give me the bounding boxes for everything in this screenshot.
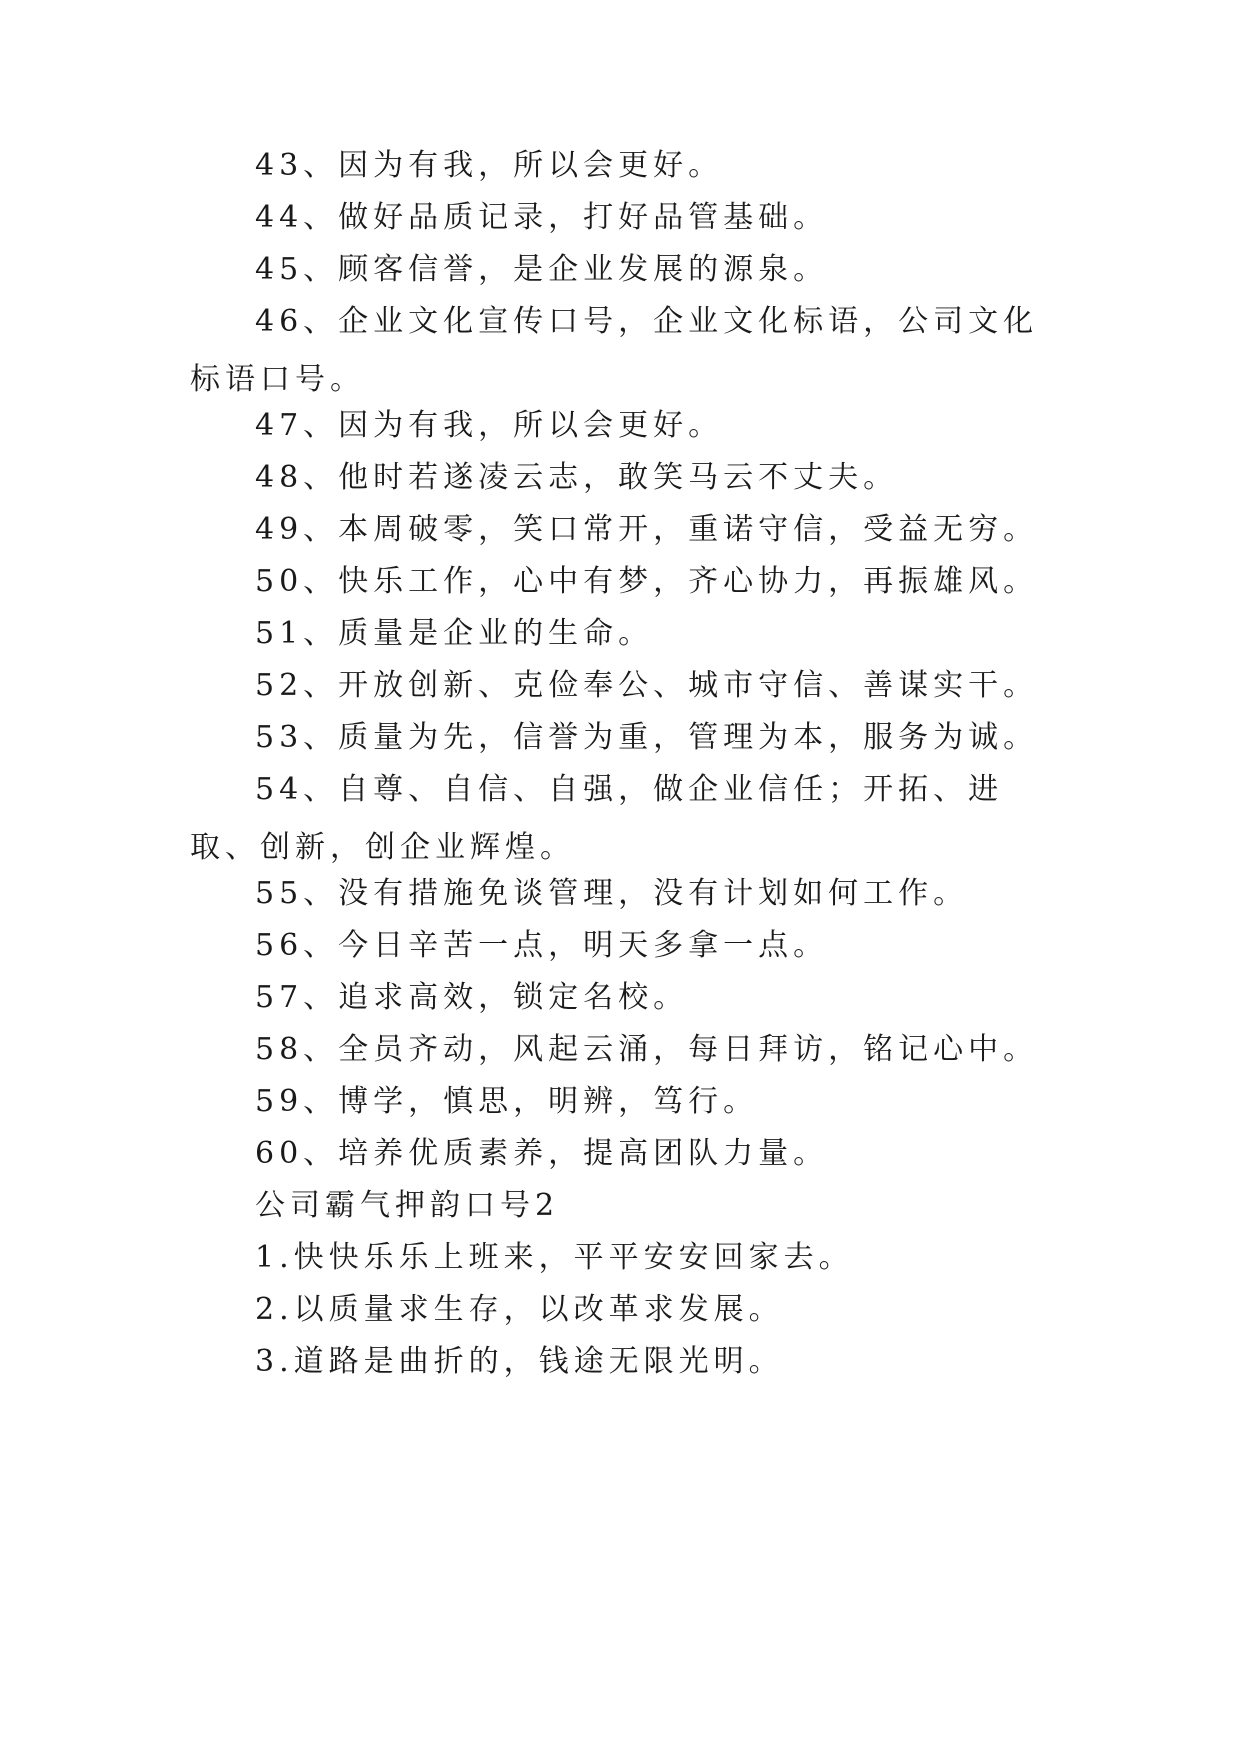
paragraph-49: 49、本周破零，笑口常开，重诺守信，受益无穷。 bbox=[255, 512, 1039, 547]
paragraph-45: 45、顾客信誉，是企业发展的源泉。 bbox=[255, 252, 829, 287]
paragraph-54: 54、自尊、自信、自强，做企业信任；开拓、进取、创新，创企业辉煌。 bbox=[190, 772, 1004, 865]
paragraph-58: 58、全员齐动，风起云涌，每日拜访，铭记心中。 bbox=[255, 1032, 1039, 1067]
paragraph-48: 48、他时若遂凌云志，敢笑马云不丈夫。 bbox=[255, 460, 899, 495]
paragraph-44: 44、做好品质记录，打好品管基础。 bbox=[255, 200, 829, 235]
paragraph-47: 47、因为有我，所以会更好。 bbox=[255, 408, 724, 443]
paragraph-55: 55、没有措施免谈管理，没有计划如何工作。 bbox=[255, 876, 969, 911]
paragraph-51: 51、质量是企业的生命。 bbox=[255, 616, 654, 651]
paragraph-50: 50、快乐工作，心中有梦，齐心协力，再振雄风。 bbox=[255, 564, 1039, 599]
paragraph-1: 1.快快乐乐上班来，平平安安回家去。 bbox=[255, 1240, 854, 1275]
paragraph-43: 43、因为有我，所以会更好。 bbox=[255, 148, 724, 183]
paragraph-56: 56、今日辛苦一点，明天多拿一点。 bbox=[255, 928, 829, 963]
paragraph-59: 59、博学，慎思，明辨，笃行。 bbox=[255, 1084, 759, 1119]
paragraph-3: 3.道路是曲折的，钱途无限光明。 bbox=[255, 1344, 784, 1379]
paragraph-57: 57、追求高效，锁定名校。 bbox=[255, 980, 689, 1015]
section-heading: 公司霸气押韵口号2 bbox=[255, 1188, 560, 1223]
paragraph-53: 53、质量为先，信誉为重，管理为本，服务为诚。 bbox=[255, 720, 1039, 755]
paragraph-46: 46、企业文化宣传口号，企业文化标语，公司文化标语口号。 bbox=[190, 304, 1039, 397]
paragraph-2: 2.以质量求生存，以改革求发展。 bbox=[255, 1292, 784, 1327]
paragraph-52: 52、开放创新、克俭奉公、城市守信、善谋实干。 bbox=[255, 668, 1039, 703]
paragraph-60: 60、培养优质素养，提高团队力量。 bbox=[255, 1136, 829, 1171]
